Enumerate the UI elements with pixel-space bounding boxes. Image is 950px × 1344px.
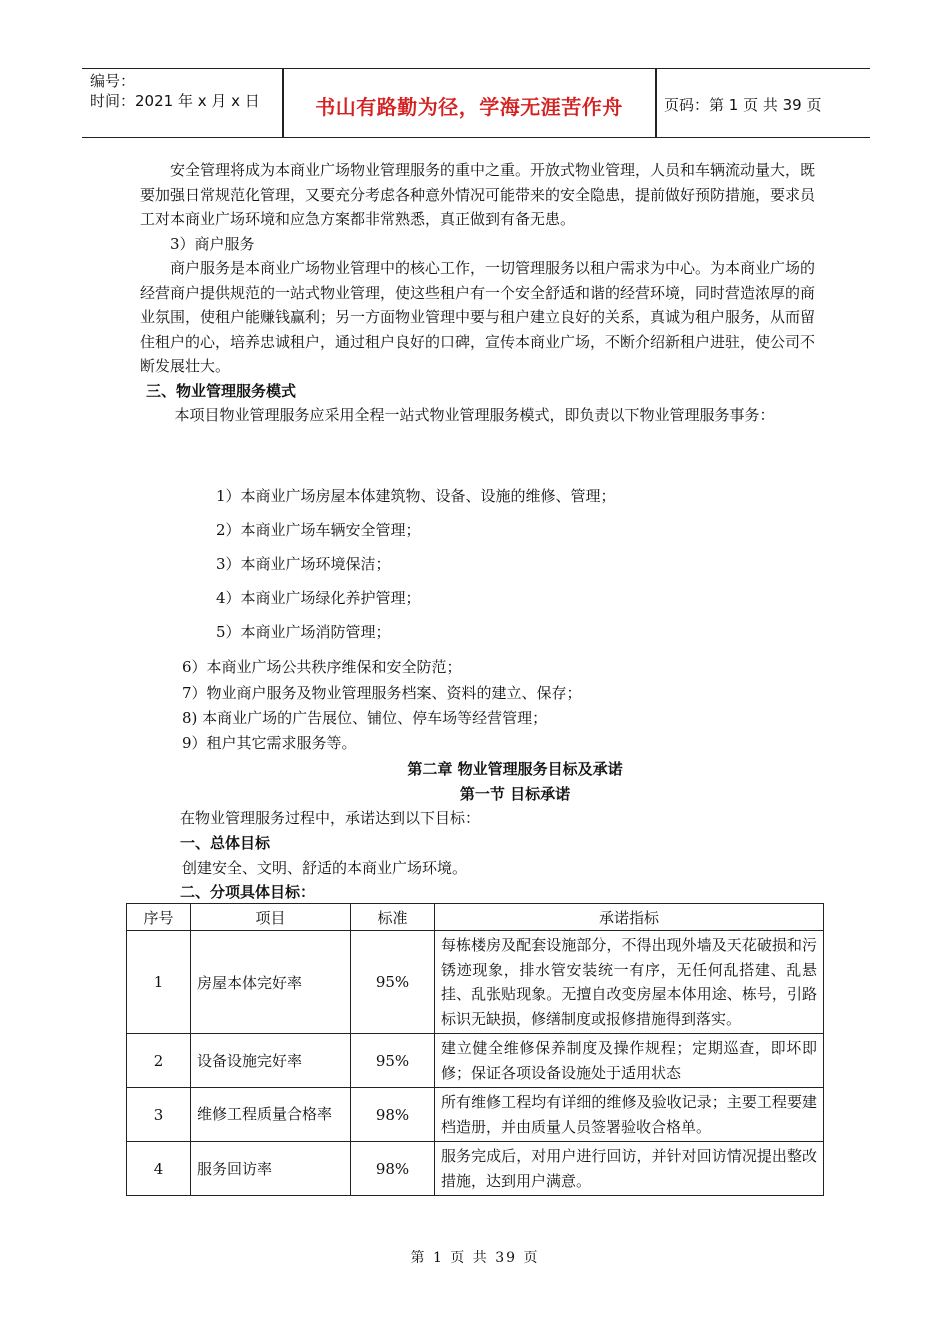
heading-specific-goals: 二、分项具体目标： xyxy=(180,883,316,901)
header-motto: 书山有路勤为径，学海无涯苦作舟 xyxy=(315,95,623,119)
goals-table xyxy=(126,903,824,1196)
cell-item: 服务回访率 xyxy=(191,1142,351,1196)
header-cell-commitment: 承诺指标 xyxy=(435,904,824,931)
cell-commitment: 服务完成后，对用户进行回访，并针对回访情况提出整改措施，达到用户满意。 xyxy=(435,1142,824,1196)
list-item: 6）本商业广场公共秩序维保和安全防范； xyxy=(182,658,462,676)
list-item: 7）物业商户服务及物业管理服务档案、资料的建立、保存； xyxy=(182,684,582,702)
list-item: 5）本商业广场消防管理； xyxy=(216,623,391,641)
page-header xyxy=(82,68,870,138)
list-item: 3）本商业广场环境保洁； xyxy=(216,555,391,573)
header-cell-index: 序号 xyxy=(127,904,191,931)
paragraph-security: 安全管理将成为本商业广场物业管理服务的重中之重。开放式物业管理，人员和车辆流动量大，既要加强日常规范化管理，又要充分考虑各种意外情况可能带来的安全隐患，提前做好预防措施，要求员工对本商业广场环境和应急方案都非常熟悉，真正做到有备无患。 xyxy=(140,161,816,228)
table-row xyxy=(127,1142,824,1196)
cell-index: 1 xyxy=(127,931,191,1034)
table-header-row xyxy=(127,904,824,931)
overall-goal-text: 创建安全、文明、舒适的本商业广场环境。 xyxy=(182,859,468,877)
section-heading-service-mode: 三、物业管理服务模式 xyxy=(146,381,297,400)
section-title: 第一节 目标承诺 xyxy=(459,785,571,803)
list-item: 1）本商业广场房屋本体建筑物、设备、设施的维修、管理； xyxy=(216,487,616,505)
cell-standard: 98% xyxy=(351,1088,435,1142)
cell-standard: 95% xyxy=(351,931,435,1034)
header-cell-item: 项目 xyxy=(191,904,351,931)
list-item: 4）本商业广场绿化养护管理； xyxy=(216,589,421,607)
paragraph-tenant-service: 商户服务是本商业广场物业管理中的核心工作，一切管理服务以租户需求为中心。为本商业广场的经营商户提供规范的一站式物业管理，使这些租户有一个安全舒适和谐的经营环境，同时营造浓厚的商业氛围，使租户能赚钱赢利；另一方面物业管理中要与租户建立良好的关系，真诚为租户服务，从而留住租户的心，培养忠诚租户，通过租户良好的口碑，宣传本商业广场，不断介绍新租户进驻，使公司不断发展壮大。 xyxy=(140,259,816,375)
cell-index: 2 xyxy=(127,1034,191,1088)
cell-commitment: 建立健全维修保养制度及操作规程；定期巡查，即坏即修；保证各项设备设施处于适用状态 xyxy=(435,1034,824,1088)
cell-item: 房屋本体完好率 xyxy=(191,931,351,1034)
cell-commitment: 每栋楼房及配套设施部分，不得出现外墙及天花破损和污锈迹现象，排水管安装统一有序，无任何乱搭建、乱悬挂、乱张贴现象。无擅自改变房屋本体用途、栋号，引路标识无缺损，修缮制度或报修措施得到落实。 xyxy=(435,931,824,1034)
chapter-intro: 在物业管理服务过程中，承诺达到以下目标： xyxy=(180,809,481,827)
table-row xyxy=(127,931,824,1034)
header-divider xyxy=(655,69,657,137)
paragraph-service-mode: 本项目物业管理服务应采用全程一站式物业管理服务模式，即负责以下物业管理服务事务： xyxy=(174,406,775,424)
cell-standard: 95% xyxy=(351,1034,435,1088)
list-item: 8) 本商业广场的广告展位、铺位、停车场等经营管理； xyxy=(182,709,548,727)
body-text-block xyxy=(140,158,815,428)
header-meta xyxy=(90,71,280,111)
cell-item: 设备设施完好率 xyxy=(191,1034,351,1088)
time-label: 时间：2021 年 x 月 x 日 xyxy=(90,92,260,110)
list-item: 9）租户其它需求服务等。 xyxy=(182,734,357,752)
cell-commitment: 所有维修工程均有详细的维修及验收记录；主要工程要建档造册，并由质量人员签署验收合格单。 xyxy=(435,1088,824,1142)
cell-standard: 98% xyxy=(351,1142,435,1196)
chapter-title: 第二章 物业管理服务目标及承诺 xyxy=(407,760,623,778)
header-cell-standard: 标准 xyxy=(351,904,435,931)
cell-index: 3 xyxy=(127,1088,191,1142)
subheading-tenant-service: 3）商户服务 xyxy=(170,234,255,253)
cell-item: 维修工程质量合格率 xyxy=(191,1088,351,1142)
list-item: 2）本商业广场车辆安全管理； xyxy=(216,521,421,539)
header-page-number: 页码：第 1 页 共 39 页 xyxy=(664,96,822,114)
heading-overall-goal: 一、总体目标 xyxy=(180,834,271,852)
serial-label: 编号： xyxy=(90,72,136,90)
table-row xyxy=(127,1034,824,1088)
cell-index: 4 xyxy=(127,1142,191,1196)
page-footer: 第 1 页 共 39 页 xyxy=(410,1250,540,1266)
table-row xyxy=(127,1088,824,1142)
